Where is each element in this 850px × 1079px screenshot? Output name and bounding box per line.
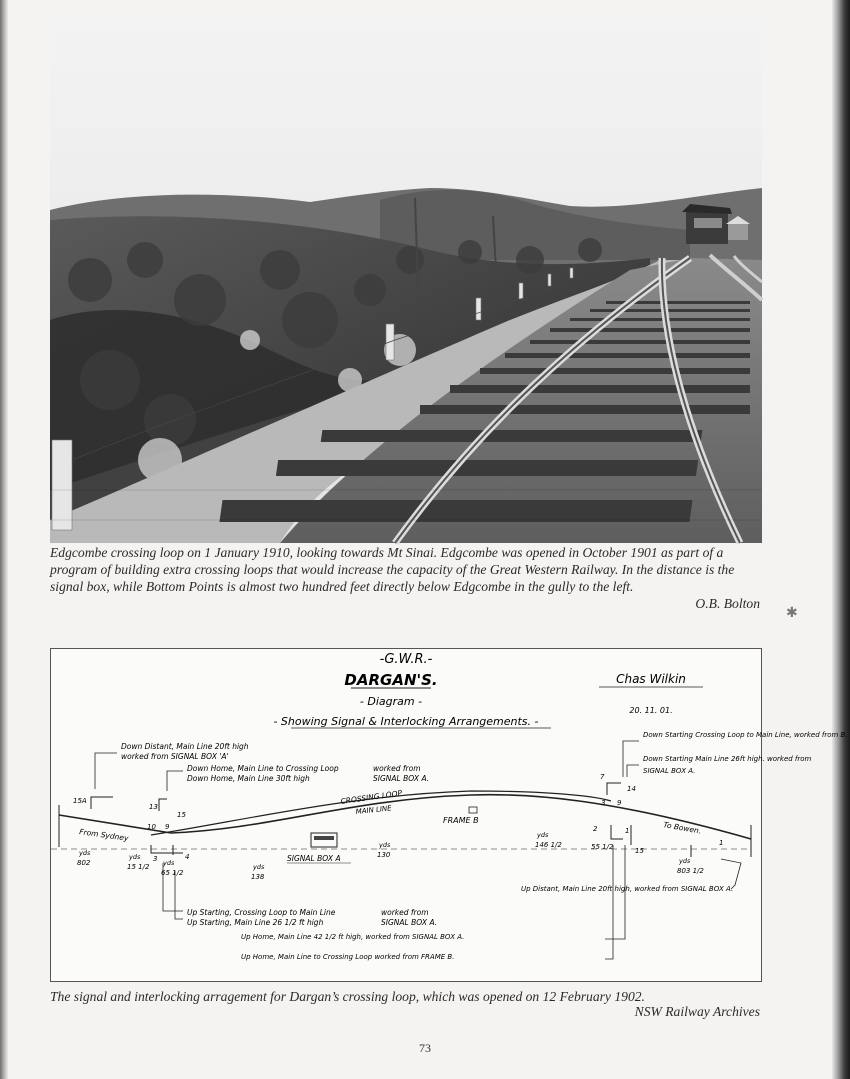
note-down-home-worked: worked from	[373, 764, 421, 773]
lever-1: 1	[719, 839, 724, 847]
yardage-130: 130	[377, 851, 391, 859]
lever-3r: 3	[601, 799, 606, 807]
lever-9r: 9	[617, 799, 622, 807]
yardage-15-half: 15 1/2	[127, 863, 150, 871]
note-down-distant-worked: worked from SIGNAL BOX 'A'	[121, 752, 229, 761]
note-up-home-main: Up Home, Main Line 42 1/2 ft high, worked from SIGNAL BOX A.	[241, 933, 465, 941]
frame-b-label: FRAME B	[443, 816, 479, 825]
crossing-loop-label: CROSSING LOOP	[340, 788, 403, 806]
lever-15: 15	[177, 811, 186, 819]
diagram-credit: NSW Railway Archives	[634, 1004, 760, 1019]
diagram-date: 20. 11. 01.	[629, 706, 673, 715]
diagram-subtitle: - Diagram -	[359, 695, 423, 708]
note-down-starting-box: SIGNAL BOX A.	[643, 767, 696, 775]
main-line-track	[59, 795, 751, 839]
note-up-home-loop: Up Home, Main Line to Crossing Loop worked from FRAME B.	[241, 953, 455, 961]
binding-shadow-left	[0, 0, 8, 1079]
page-mark: ✱	[786, 606, 798, 621]
diagram-caption: The signal and interlocking arragement for Dargan’s crossing loop, which was opened on 12 February 1902.	[50, 989, 645, 1004]
lever-10: 10	[147, 823, 156, 831]
binding-shadow-right	[832, 0, 850, 1079]
note-down-home-main: Down Home, Main Line 30ft high	[187, 774, 310, 783]
yardage-15r: 15	[635, 847, 644, 855]
main-line-label: MAIN LINE	[355, 804, 392, 816]
page-number: 73	[419, 1041, 431, 1055]
railway-photograph	[50, 20, 762, 543]
yds-label-6: yds	[537, 831, 549, 839]
to-bowenfels-label: To Bowen.	[662, 820, 702, 836]
signal-box-a-label: SIGNAL BOX A	[287, 854, 341, 863]
note-down-starting-main: Down Starting Main Line 26ft high. worked from	[643, 755, 812, 763]
lever-1a: 1	[625, 827, 630, 835]
note-up-starting-box: SIGNAL BOX A.	[381, 918, 438, 927]
note-down-home-loop: Down Home, Main Line to Crossing Loop	[187, 764, 339, 773]
yds-label-4: yds	[253, 863, 265, 871]
lever-4: 4	[185, 853, 190, 861]
note-up-starting-worked: worked from	[381, 908, 429, 917]
yds-label-3: yds	[163, 859, 175, 867]
yds-label-7: yds	[679, 857, 691, 865]
yds-label-2: yds	[129, 853, 141, 861]
diagram-heading: - Showing Signal & Interlocking Arrangements. -	[273, 715, 539, 728]
photo-credit: O.B. Bolton	[695, 596, 760, 611]
diagram-header: -G.W.R.-	[379, 652, 433, 667]
yardage-55-half: 55 1/2	[591, 843, 614, 851]
yardage-65-half: 65 1/2	[161, 869, 184, 877]
lever-2: 2	[593, 825, 598, 833]
lever-3: 3	[153, 855, 158, 863]
note-up-starting-loop: Up Starting, Crossing Loop to Main Line	[187, 908, 336, 917]
lever-15a: 15A	[73, 797, 87, 805]
yardage-802: 802	[77, 859, 91, 867]
from-sydney-label: From Sydney	[78, 827, 129, 843]
note-up-starting-main: Up Starting, Main Line 26 1/2 ft high	[187, 918, 324, 927]
yardage-803-half: 803 1/2	[677, 867, 704, 875]
lever-13: 13	[149, 803, 158, 811]
diagram-signature: Chas Wilkin	[616, 672, 686, 686]
yds-label-5: yds	[379, 841, 391, 849]
lever-14: 14	[627, 785, 636, 793]
photo-caption: Edgcombe crossing loop on 1 January 1910, looking towards Mt Sinai. Edgcombe was opened in October 1901 as part of a program of building extra crossing loops that would increase the capacity of the Great Western Railway. In the distance is the signal box, while Bottom Points is almost two hundred feet directly below Edgcombe in the gully to the left.	[50, 545, 735, 594]
yardage-146-half: 146 1/2	[535, 841, 562, 849]
lever-9: 9	[165, 823, 170, 831]
note-up-distant: Up Distant, Main Line 20ft high, worked from SIGNAL BOX A.	[521, 885, 734, 893]
signal-diagram	[50, 648, 848, 982]
lever-7: 7	[600, 773, 605, 781]
note-down-distant: Down Distant, Main Line 20ft high	[121, 742, 249, 751]
diagram-station: DARGAN'S.	[344, 671, 438, 689]
note-down-home-box: SIGNAL BOX A.	[373, 774, 430, 783]
yds-label-1: yds	[79, 849, 91, 857]
note-down-starting-loop: Down Starting Crossing Loop to Main Line, worked from B.	[643, 731, 848, 739]
yardage-138: 138	[251, 873, 265, 881]
